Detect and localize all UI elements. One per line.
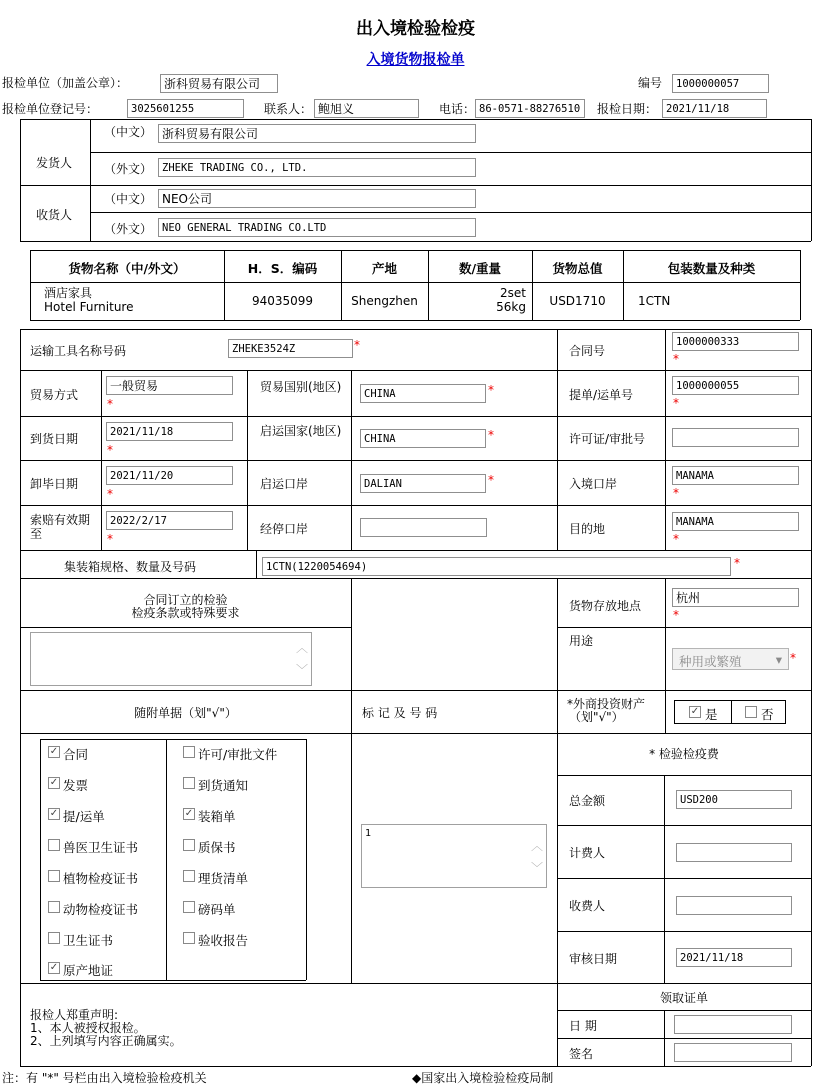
- table-line: [20, 185, 811, 186]
- declaration-line2: 1、本人被授权报检。: [30, 1021, 146, 1035]
- doc-label: 卫生证书: [63, 933, 114, 948]
- doc-checkbox-phyto-cert[interactable]: [48, 870, 60, 882]
- arrival-input[interactable]: 2021/11/18: [106, 422, 233, 441]
- table-line: [664, 1010, 665, 1066]
- contact-input[interactable]: 鲍旭义: [314, 99, 419, 118]
- table-line: [20, 983, 811, 984]
- foreign-label-line1: *外商投资财产: [567, 697, 646, 711]
- textarea-scroll-arrows-icon[interactable]: ︿ ﹀: [295, 641, 308, 677]
- table-line: [40, 739, 41, 980]
- table-line: [351, 578, 352, 983]
- doc-label: 磅码单: [198, 902, 236, 917]
- contract-label: 合同号: [569, 344, 606, 358]
- bl-required-mark: *: [673, 396, 679, 410]
- consignee-cn-label: （中文）: [104, 192, 153, 206]
- consignor-label: 发货人: [36, 156, 73, 170]
- docs-label: 随附单据（划"√"）: [134, 706, 237, 720]
- goods-value: USD1710: [549, 294, 606, 308]
- doc-label: 许可/审批文件: [198, 747, 278, 762]
- table-line: [557, 1038, 811, 1039]
- cert-sign-input[interactable]: [674, 1043, 792, 1062]
- doc-label: 装箱单: [198, 809, 236, 824]
- table-line: [30, 320, 800, 321]
- consignee-cn-input[interactable]: NEO公司: [158, 189, 476, 208]
- cert-date-input[interactable]: [674, 1015, 792, 1034]
- destination-required-mark: *: [673, 532, 679, 546]
- table-line: [20, 119, 811, 120]
- arrival-required-mark: *: [107, 443, 113, 457]
- date-input[interactable]: 2021/11/18: [662, 99, 767, 118]
- trade-mode-input[interactable]: 一般贸易: [106, 376, 233, 395]
- fee-review-input[interactable]: 2021/11/18: [676, 948, 792, 967]
- fee-collector-input[interactable]: [676, 896, 792, 915]
- goods-header-name: 货物名称（中/外文）: [68, 261, 186, 276]
- cert-sign-label: 签名: [569, 1047, 594, 1061]
- claim-input[interactable]: 2022/2/17: [106, 511, 233, 530]
- foreign-yes-checkbox[interactable]: [689, 706, 701, 718]
- storage-input[interactable]: 杭州: [672, 588, 799, 607]
- fee-payer-input[interactable]: [676, 843, 792, 862]
- entry-port-required-mark: *: [673, 486, 679, 500]
- table-line: [256, 550, 257, 578]
- textarea-scroll-arrows-icon[interactable]: ︿ ﹀: [530, 839, 543, 875]
- goods-name-en: Hotel Furniture: [44, 300, 134, 314]
- table-line: [557, 627, 811, 628]
- doc-checkbox-packing-list[interactable]: [183, 808, 195, 820]
- consignor-en-input[interactable]: ZHEKE TRADING CO., LTD.: [158, 158, 476, 177]
- applicant-label: 报检单位（加盖公章）：: [2, 76, 129, 90]
- table-line: [20, 733, 811, 734]
- foreign-yes-label: 是: [705, 707, 718, 722]
- declaration-line1: 报检人郑重声明:: [30, 1008, 119, 1022]
- doc-checkbox-veterinary-cert[interactable]: [48, 839, 60, 851]
- doc-checkbox-health-cert[interactable]: [48, 932, 60, 944]
- entry-port-input[interactable]: MANAMA: [672, 466, 799, 485]
- serial-label: 编号: [638, 76, 663, 90]
- container-label: 集装箱规格、数量及号码: [64, 560, 197, 574]
- goods-header-hs: H．S．编码: [247, 261, 318, 276]
- consignor-cn-label: （中文）: [104, 125, 153, 139]
- consignee-en-input[interactable]: NEO GENERAL TRADING CO.LTD: [158, 218, 476, 237]
- marks-value: 1: [365, 828, 372, 839]
- table-line: [20, 578, 21, 983]
- table-line: [811, 983, 812, 1066]
- table-line: [20, 119, 21, 241]
- destination-label: 目的地: [569, 522, 606, 536]
- fee-payer-label: 计费人: [569, 846, 606, 860]
- table-line: [557, 775, 811, 776]
- via-port-input[interactable]: [360, 518, 487, 537]
- doc-checkbox-bill-of-lading[interactable]: [48, 808, 60, 820]
- consignor-en-label: （外文）: [104, 162, 153, 176]
- table-line: [557, 931, 811, 932]
- doc-label: 兽医卫生证书: [63, 840, 139, 855]
- depart-port-label: 启运口岸: [260, 477, 309, 491]
- reg-input[interactable]: 3025601255: [127, 99, 244, 118]
- fee-total-label: 总金额: [569, 794, 606, 808]
- table-line: [20, 416, 811, 417]
- table-line: [20, 329, 21, 578]
- requirements-label-line1: 合同订立的检验: [143, 593, 228, 607]
- requirements-label-line2: 检疫条款或特殊要求: [131, 606, 240, 620]
- doc-label: 原产地证: [63, 963, 114, 978]
- unload-input[interactable]: 2021/11/20: [106, 466, 233, 485]
- entry-port-label: 入境口岸: [569, 477, 618, 491]
- vehicle-required-mark: *: [354, 338, 360, 352]
- doc-checkbox-animal-cert[interactable]: [48, 901, 60, 913]
- date-label: 报检日期：: [597, 102, 658, 116]
- table-line: [811, 119, 812, 241]
- table-line: [664, 775, 665, 983]
- doc-checkbox-contract[interactable]: [48, 746, 60, 758]
- contact-label: 联系人：: [264, 102, 313, 116]
- goods-name-cn: 酒店家具: [44, 286, 93, 300]
- table-line: [665, 329, 666, 550]
- table-line: [166, 739, 167, 980]
- doc-checkbox-permit[interactable]: [183, 746, 195, 758]
- doc-label: 验收报告: [198, 933, 249, 948]
- doc-label: 合同: [63, 747, 89, 762]
- claim-label: 索赔有效期至: [30, 513, 91, 541]
- reg-label: 报检单位登记号：: [2, 102, 99, 116]
- container-input[interactable]: 1CTN(1220054694): [262, 557, 731, 576]
- fee-title: * 检验检疫费: [649, 747, 719, 761]
- goods-weight: 56kg: [496, 300, 526, 314]
- vehicle-label: 运输工具名称号码: [30, 344, 127, 358]
- doc-label: 提/运单: [63, 809, 105, 824]
- table-line: [20, 460, 811, 461]
- unload-required-mark: *: [107, 487, 113, 501]
- doc-label: 植物检疫证书: [63, 871, 139, 886]
- table-line: [30, 282, 800, 283]
- table-line: [20, 1066, 811, 1067]
- depart-country-input[interactable]: CHINA: [360, 429, 486, 448]
- table-line: [20, 505, 811, 506]
- table-line: [101, 370, 102, 550]
- contract-required-mark: *: [673, 352, 679, 366]
- doc-label: 质保书: [198, 840, 236, 855]
- table-line: [800, 250, 801, 320]
- depart-country-label: 启运国家(地区): [260, 424, 342, 438]
- goods-origin: Shengzhen: [351, 294, 418, 308]
- table-line: [40, 739, 306, 740]
- bl-label: 提单/运单号: [569, 388, 634, 402]
- vehicle-input[interactable]: ZHEKE3524Z: [228, 339, 353, 358]
- table-line: [20, 329, 811, 330]
- doc-label: 动物检疫证书: [63, 902, 139, 917]
- table-line: [811, 329, 812, 578]
- consignee-en-label: （外文）: [104, 222, 153, 236]
- fee-total-input[interactable]: USD200: [676, 790, 792, 809]
- fee-collector-label: 收费人: [569, 899, 606, 913]
- doc-checkbox-arrival-notice[interactable]: [183, 777, 195, 789]
- destination-input[interactable]: MANAMA: [672, 512, 799, 531]
- depart-port-required-mark: *: [488, 473, 494, 487]
- goods-header-value: 货物总值: [552, 261, 603, 276]
- goods-header-qty: 数/重量: [458, 261, 502, 276]
- table-line: [90, 212, 811, 213]
- table-line: [306, 739, 307, 980]
- form-title: 出入境检验检疫: [356, 19, 475, 39]
- foreign-no-checkbox[interactable]: [745, 706, 757, 718]
- consignor-cn-input[interactable]: 浙科贸易有限公司: [158, 124, 476, 143]
- table-line: [30, 250, 800, 251]
- goods-qty: 2set: [500, 286, 526, 300]
- storage-required-mark: *: [673, 608, 679, 622]
- via-port-label: 经停口岸: [260, 522, 309, 536]
- phone-input[interactable]: 86-0571-88276510: [475, 99, 585, 118]
- foreign-no-label: 否: [761, 707, 774, 722]
- depart-country-required-mark: *: [488, 428, 494, 442]
- doc-label: 到货通知: [198, 778, 249, 793]
- table-line: [90, 119, 91, 241]
- table-line: [20, 578, 811, 579]
- bl-input[interactable]: 1000000055: [672, 376, 799, 395]
- usage-label: 用途: [569, 634, 594, 648]
- fee-review-label: 审核日期: [569, 952, 618, 966]
- consignee-label: 收货人: [36, 208, 73, 222]
- table-line: [20, 241, 811, 242]
- table-line: [20, 627, 351, 628]
- storage-label: 货物存放地点: [569, 599, 642, 613]
- usage-select-value: 种用或繁殖: [679, 654, 742, 669]
- doc-checkbox-weight-list[interactable]: [183, 901, 195, 913]
- trade-country-required-mark: *: [488, 383, 494, 397]
- usage-select[interactable]: [672, 648, 789, 670]
- license-label: 许可证/审批号: [569, 432, 646, 446]
- contract-input[interactable]: 1000000333: [672, 332, 799, 351]
- table-line: [557, 1010, 811, 1011]
- doc-label: 理货清单: [198, 871, 249, 886]
- doc-checkbox-tally-list[interactable]: [183, 870, 195, 882]
- container-required-mark: *: [734, 556, 740, 570]
- doc-label: 发票: [63, 778, 89, 793]
- table-line: [20, 983, 21, 1066]
- table-line: [557, 878, 811, 879]
- foreign-options: [674, 700, 786, 724]
- table-line: [247, 370, 248, 550]
- goods-hs-code: 94035099: [251, 294, 314, 308]
- goods-packing: 1CTN: [638, 294, 671, 308]
- form-subtitle-link[interactable]: 入境货物报检单: [366, 52, 465, 68]
- table-line: [20, 370, 811, 371]
- doc-checkbox-warranty[interactable]: [183, 839, 195, 851]
- foreign-label-line2: （划"√"）: [569, 710, 624, 724]
- requirements-textarea[interactable]: [30, 632, 312, 686]
- serial-input[interactable]: 1000000057: [672, 74, 769, 93]
- table-line: [557, 825, 811, 826]
- footer-org: ◆国家出入境检验检疫局制: [412, 1071, 554, 1085]
- trade-country-input[interactable]: CHINA: [360, 384, 486, 403]
- declaration-line3: 2、上列填写内容正确属实。: [30, 1034, 182, 1048]
- cert-date-label: 日 期: [569, 1019, 597, 1033]
- usage-required-mark: *: [790, 651, 796, 665]
- trade-country-label: 贸易国别(地区): [260, 380, 342, 394]
- applicant-input[interactable]: 浙科贸易有限公司: [160, 74, 278, 93]
- license-input[interactable]: [672, 428, 799, 447]
- trade-mode-required-mark: *: [107, 397, 113, 411]
- marks-textarea[interactable]: [361, 824, 547, 888]
- arrival-label: 到货日期: [30, 432, 79, 446]
- doc-checkbox-invoice[interactable]: [48, 777, 60, 789]
- cert-title: 领取证单: [659, 991, 708, 1005]
- foreign-option-divider: [731, 701, 732, 723]
- table-line: [40, 980, 306, 981]
- goods-header-origin: 产地: [371, 261, 397, 276]
- table-line: [90, 152, 811, 153]
- chevron-down-icon: ▾: [775, 652, 782, 667]
- table-line: [665, 578, 666, 733]
- doc-checkbox-inspection-report[interactable]: [183, 932, 195, 944]
- table-line: [811, 578, 812, 983]
- table-line: [351, 370, 352, 550]
- trade-mode-label: 贸易方式: [30, 388, 79, 402]
- marks-label: 标 记 及 号 码: [362, 706, 438, 720]
- claim-required-mark: *: [107, 532, 113, 546]
- table-line: [20, 690, 811, 691]
- table-line: [557, 329, 558, 550]
- goods-header-packing: 包装数量及种类: [667, 261, 756, 276]
- depart-port-input[interactable]: DALIAN: [360, 474, 486, 493]
- doc-checkbox-origin-cert[interactable]: [48, 962, 60, 974]
- table-line: [20, 550, 811, 551]
- unload-label: 卸毕日期: [30, 477, 79, 491]
- footer-note: 注：有 "*" 号栏由出入境检验检疫机关: [2, 1071, 207, 1085]
- phone-label: 电话：: [439, 102, 476, 116]
